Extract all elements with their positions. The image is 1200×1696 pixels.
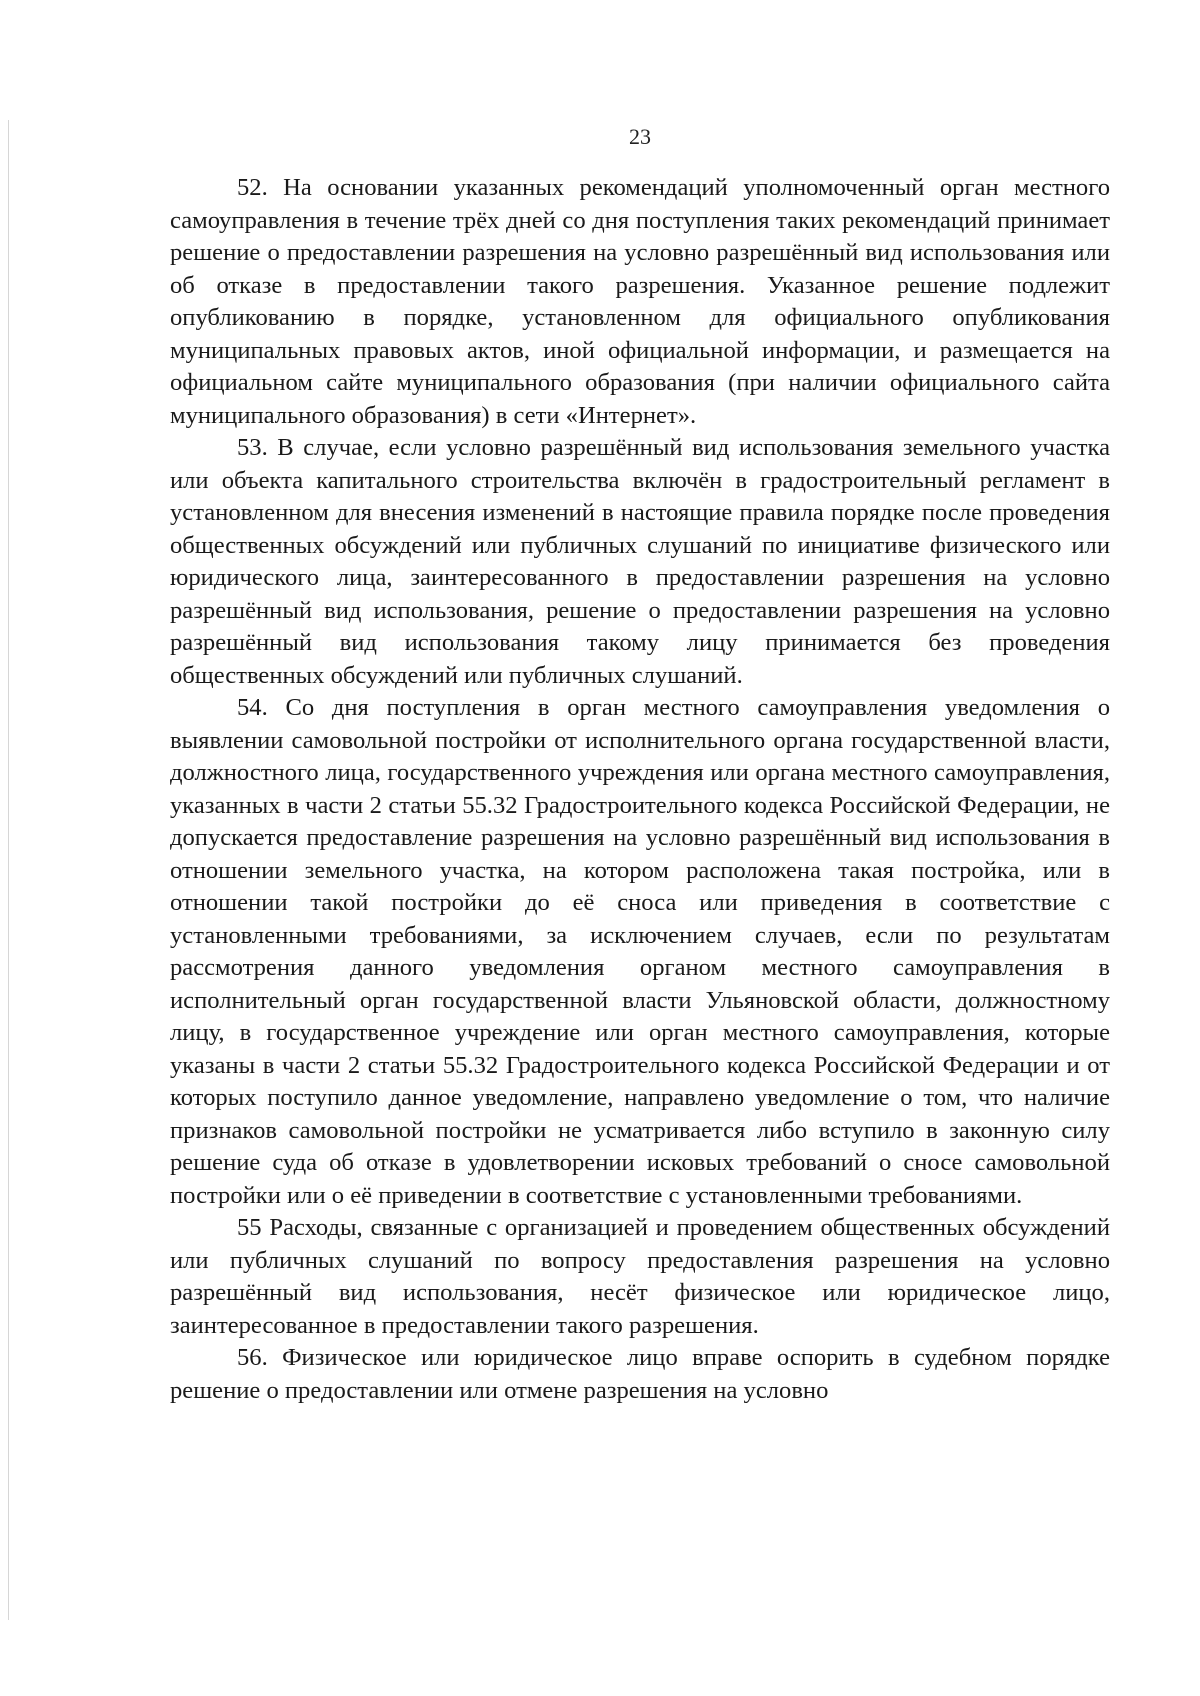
page-number: 23 — [629, 124, 651, 149]
paragraph-54: 54. Со дня поступления в орган местного самоуправления уведомления о выявлении самовольной постройки от исполнительного органа государственной власти, должностного лица, государственного учреждения или органа местного самоуправления, указанных в части 2 статьи 55.32 Градостроительного кодекса Российской Федерации, не допускается предоставление разрешения на условно разрешённый вид использования в отношении земельного участка, на котором расположена такая постройка, или в отношении такой постройки до её сноса или приведения в соответствие с установленными требованиями, за исключением случаев, если по результатам рассмотрения данного уведомления органом местного самоуправления в исполнительный орган государственной власти Ульяновской области, должностному лицу, в государственное учреждение или орган местного самоуправления, которые указаны в части 2 статьи 55.32 Градостроительного кодекса Российской Федерации и от которых поступило данное уведомление, направлено уведомление о том, что наличие признаков самовольной постройки не усматривается либо вступило в законную силу решение суда об отказе в удовлетворении исковых требований о сносе самовольной постройки или о её приведении в соответствие с установленными требованиями. — [170, 694, 1110, 1209]
paragraph-55: 55 Расходы, связанные с организацией и проведением общественных обсуждений или публичных слушаний по вопросу предоставления разрешения на условно разрешённый вид использования, несёт физическое или юридическое лицо, заинтересованное в предоставлении такого разрешения. — [170, 1214, 1110, 1339]
paragraph-53: 53. В случае, если условно разрешённый вид использования земельного участка или объекта капитального строительства включён в градостроительный регламент в установленном для внесения изменений в настоящие правила порядке после проведения общественных обсуждений или публичных слушаний по инициативе физического или юридического лица, заинтересованного в предоставлении разрешения на условно разрешённый вид использования, решение о предоставлении разрешения на условно разрешённый вид использования такому лицу принимается без проведения общественных обсуждений или публичных слушаний. — [170, 434, 1110, 689]
document-body — [170, 172, 1110, 1407]
paragraph-56: 56. Физическое или юридическое лицо вправе оспорить в судебном порядке решение о предоставлении или отмене разрешения на условно — [170, 1344, 1110, 1404]
paragraph-52: 52. На основании указанных рекомендаций уполномоченный орган местного самоуправления в течение трёх дней со дня поступления таких рекомендаций принимает решение о предоставлении разрешения на условно разрешённый вид использования или об отказе в предоставлении такого разрешения. Указанное решение подлежит опубликованию в порядке, установленном для официального опубликования муниципальных правовых актов, иной официальной информации, и размещается на официальном сайте муниципального образования (при наличии официального сайта муниципального образования) в сети «Интернет». — [170, 174, 1110, 429]
scan-edge — [8, 120, 9, 1620]
